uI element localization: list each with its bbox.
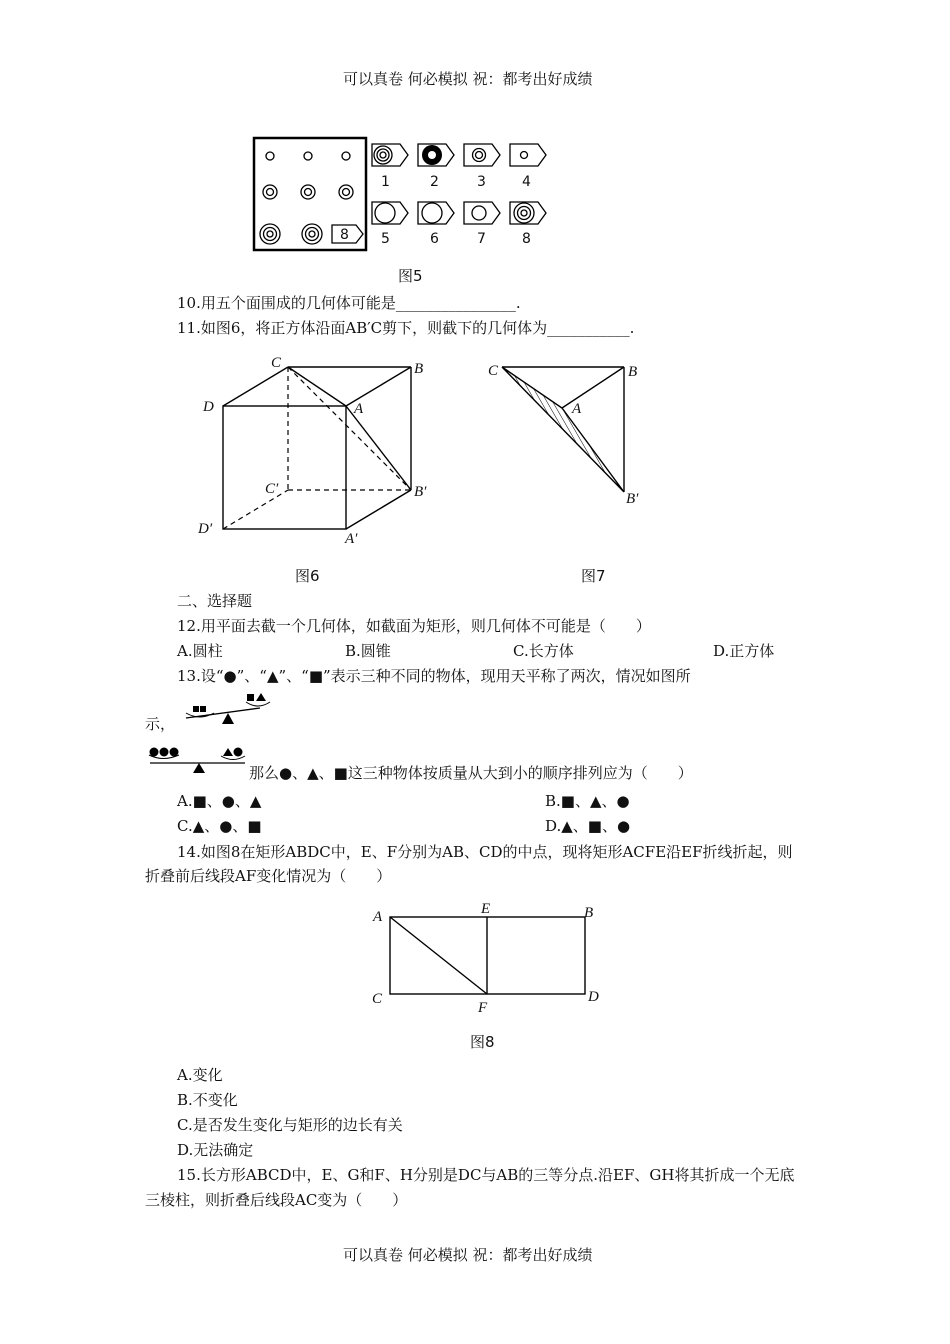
fig6-label-A1: A′ bbox=[345, 531, 358, 547]
figure-8 bbox=[365, 898, 615, 1023]
fig5-grid-shape bbox=[339, 185, 353, 199]
fig5-option-3 bbox=[464, 144, 500, 166]
q14-option-c: C.是否发生变化与矩形的边长有关 bbox=[177, 1116, 403, 1134]
question-12: 12.用平面去截一个几何体，如截面为矩形，则几何体不可能是（ ） bbox=[177, 617, 651, 635]
fig5-grid-shape bbox=[263, 185, 277, 199]
fig8-label-C: C bbox=[372, 991, 383, 1007]
page-header: 可以真卷 何必模拟 祝：都考出好成绩 bbox=[343, 70, 593, 88]
fig5-grid-tag-label: 8 bbox=[340, 227, 349, 243]
figure-6 bbox=[195, 355, 445, 550]
fig5-number-3: 3 bbox=[477, 174, 486, 190]
fig6-label-B1: B′ bbox=[414, 484, 427, 500]
balance-2 bbox=[145, 740, 255, 780]
figure-5 bbox=[250, 135, 560, 255]
q14-option-b: B.不变化 bbox=[177, 1091, 238, 1109]
fig5-grid-shape bbox=[260, 224, 280, 244]
fig6-label-B: B bbox=[414, 361, 424, 377]
fig8-caption: 图8 bbox=[470, 1033, 495, 1051]
fig5-number-5: 5 bbox=[381, 231, 390, 247]
question-13: 13.设“●”、“▲”、“■”表示三种不同的物体，现用天平称了两次，情况如图所 bbox=[177, 667, 691, 685]
fig5-grid-shape bbox=[301, 185, 315, 199]
fig8-label-B: B bbox=[584, 905, 594, 921]
q13-option-a: A.■、●、▲ bbox=[177, 792, 262, 810]
fig6-label-C1: C′ bbox=[265, 481, 279, 497]
fig5-caption: 图5 bbox=[398, 267, 423, 285]
fig5-option-7 bbox=[464, 202, 500, 224]
q15-line2: 三棱柱，则折叠后线段AC变为（ ） bbox=[145, 1191, 408, 1209]
fig5-number-8: 8 bbox=[522, 231, 531, 247]
fig5-option-4 bbox=[510, 144, 546, 166]
fig7-label-C: C bbox=[488, 363, 499, 379]
fig6-caption: 图6 bbox=[295, 567, 320, 585]
fig6-label-D1: D′ bbox=[198, 521, 213, 537]
fig6-label-A: A bbox=[354, 401, 364, 417]
question-10: 10.用五个面围成的几何体可能是________________. bbox=[177, 294, 521, 312]
balance-1 bbox=[180, 691, 280, 731]
q14-line2: 折叠前后线段AF变化情况为（ ） bbox=[145, 867, 392, 885]
fig8-label-D: D bbox=[588, 989, 599, 1005]
page-footer: 可以真卷 何必模拟 祝：都考出好成绩 bbox=[343, 1246, 593, 1264]
fig8-label-E: E bbox=[481, 901, 491, 917]
q13-option-d: D.▲、■、● bbox=[545, 817, 631, 835]
fig5-option-5 bbox=[372, 202, 408, 224]
fig5-option-1 bbox=[372, 144, 408, 166]
fig5-grid-shape bbox=[266, 152, 274, 160]
q13-line2: 示， bbox=[145, 715, 176, 733]
q13-line3: 那么●、▲、■这三种物体按质量从大到小的顺序排列应为（ ） bbox=[249, 764, 693, 782]
fig5-number-1: 1 bbox=[381, 174, 390, 190]
fig5-number-2: 2 bbox=[430, 174, 439, 190]
fig5-number-7: 7 bbox=[477, 231, 486, 247]
fig5-grid-shape bbox=[302, 224, 322, 244]
fig5-grid-shape bbox=[304, 152, 312, 160]
q12-option-b: B.圆锥 bbox=[345, 642, 391, 660]
q12-option-c: C.长方体 bbox=[513, 642, 574, 660]
fig8-label-A: A bbox=[373, 909, 383, 925]
q13-option-c: C.▲、●、■ bbox=[177, 817, 262, 835]
fig7-label-B: B bbox=[628, 364, 638, 380]
fig5-number-4: 4 bbox=[522, 174, 531, 190]
figure-7 bbox=[485, 355, 655, 515]
section-heading: 二、选择题 bbox=[177, 592, 253, 610]
fig5-number-6: 6 bbox=[430, 231, 439, 247]
q12-option-d: D.正方体 bbox=[713, 642, 775, 660]
q14-option-d: D.无法确定 bbox=[177, 1141, 254, 1159]
question-15: 15.长方形ABCD中，E、G和F、H分别是DC与AB的三等分点.沿EF、GH将其折成一个无底 bbox=[177, 1166, 795, 1184]
q14-option-a: A.变化 bbox=[177, 1066, 223, 1084]
question-14: 14.如图8在矩形ABDC中，E、F分别为AB、CD的中点，现将矩形ACFE沿EF折线折起，则 bbox=[177, 843, 793, 861]
question-11: 11.如图6，将正方体沿面AB′C剪下，则截下的几何体为___________. bbox=[177, 319, 635, 337]
fig6-label-D: D bbox=[203, 399, 214, 415]
q12-option-a: A.圆柱 bbox=[177, 642, 223, 660]
q13-option-b: B.■、▲、● bbox=[545, 792, 630, 810]
fig5-option-2 bbox=[418, 144, 454, 166]
fig7-label-B1: B′ bbox=[626, 491, 639, 507]
fig8-label-F: F bbox=[478, 1000, 488, 1016]
fig5-option-8 bbox=[510, 202, 546, 224]
fig7-label-A: A bbox=[572, 401, 582, 417]
fig7-caption: 图7 bbox=[581, 567, 606, 585]
fig5-grid-shape bbox=[342, 152, 350, 160]
fig6-label-C: C bbox=[271, 355, 282, 371]
fig5-option-6 bbox=[418, 202, 454, 224]
